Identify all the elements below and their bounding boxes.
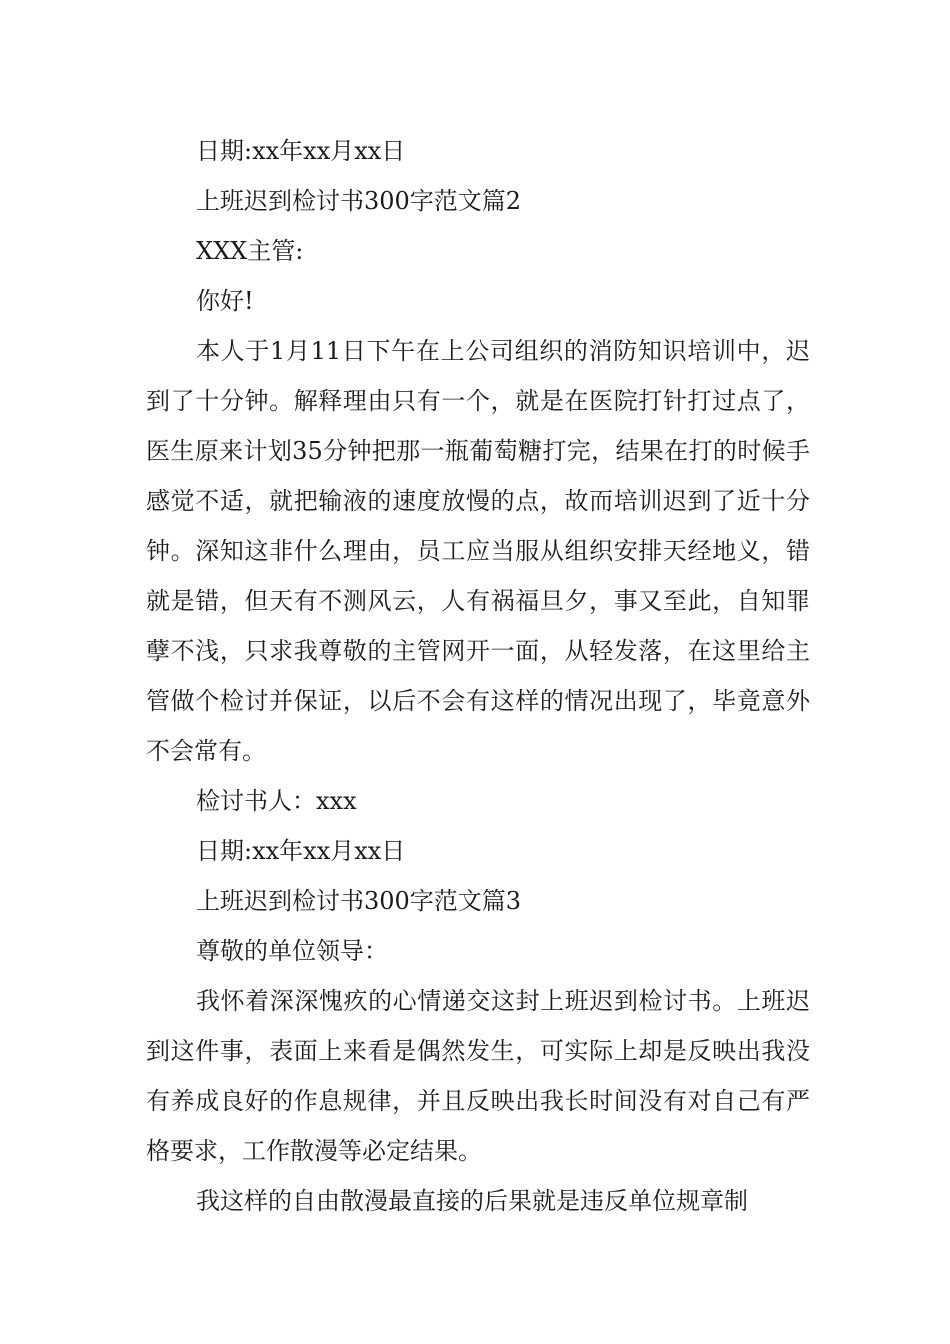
section-heading: 上班迟到检讨书300字范文篇3 bbox=[196, 887, 522, 915]
body-paragraph: 我这样的自由散漫最直接的后果就是违反单位规章制 bbox=[196, 1187, 748, 1215]
body-paragraph: 我怀着深深愧疚的心情递交这封上班迟到检讨书。上班迟到这件事，表面上来看是偶然发生，可实际上却是反映出我没有养成良好的作息规律，并且反映出我长时间没有对自己有严格要求，工作散漫等必定结果。 bbox=[146, 987, 810, 1165]
salutation: 尊敬的单位领导： bbox=[196, 937, 388, 965]
date-line: 日期:xx年xx月xx日 bbox=[196, 837, 406, 865]
signature-line: 检讨书人：xxx bbox=[196, 787, 357, 815]
section-heading: 上班迟到检讨书300字范文篇2 bbox=[196, 187, 522, 215]
body-paragraph: 本人于1月11日下午在上公司组织的消防知识培训中，迟到了十分钟。解释理由只有一个，就是在医院打针打过点了，医生原来计划35分钟把那一瓶葡萄糖打完，结果在打的时候手感觉不适，就把输液的速度放慢的点，故而培训迟到了近十分钟。深知这非什么理由，员工应当服从组织安排天经地义，错就是错，但天有不测风云，人有祸福旦夕，事又至此，自知罪孽不浅，只求我尊敬的主管网开一面，从轻发落，在这里给主管做个检讨并保证，以后不会有这样的情况出现了，毕竟意外不会常有。 bbox=[146, 337, 810, 765]
date-line: 日期:xx年xx月xx日 bbox=[196, 137, 406, 165]
greeting: 你好! bbox=[196, 287, 254, 315]
salutation: XXX主管: bbox=[196, 237, 304, 265]
document-body bbox=[146, 126, 810, 1226]
